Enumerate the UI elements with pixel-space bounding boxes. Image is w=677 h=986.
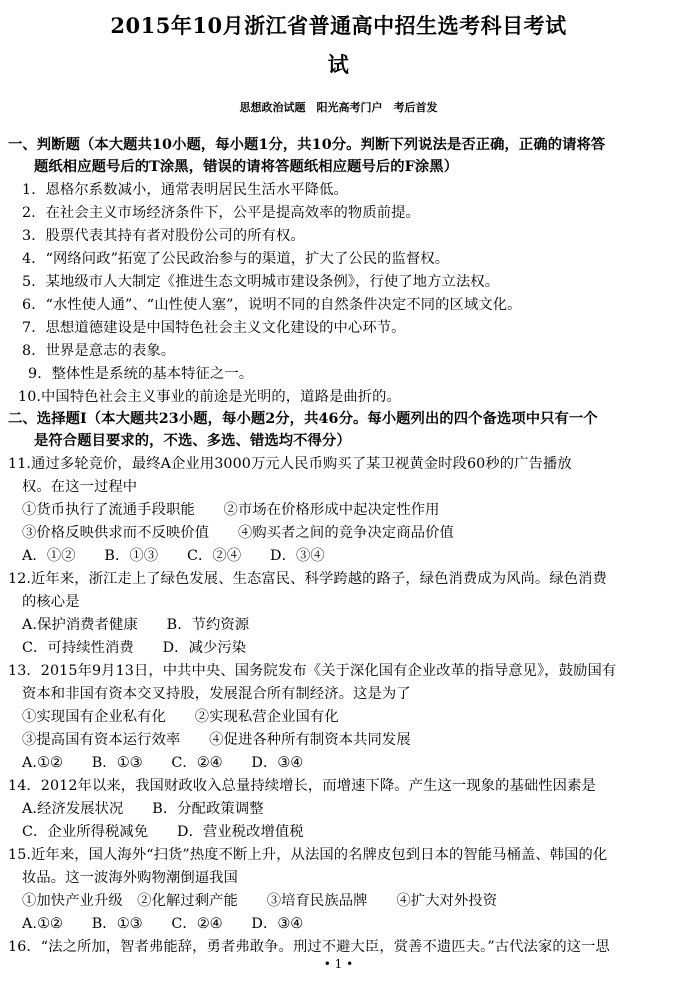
answer-choices: A.保护消费者健康 B．节约资源 — [22, 617, 250, 633]
question-line: 资本和非国有资本交叉持股，发展混合所有制经济。这是为了 — [22, 686, 411, 702]
section1-header-line2: 题纸相应题号后的T涂黑，错误的请将答题纸相应题号后的F涂黑） — [34, 159, 459, 175]
question-line: 妆品。这一波海外购物潮倒逼我国 — [22, 870, 238, 886]
answer-choices: A．①② B．①③ C．②④ D．③④ — [22, 548, 325, 564]
option-line: ①货币执行了流通手段职能 ②市场在价格形成中起决定性作用 — [22, 502, 440, 518]
list-item: 4．“网络问政”拓宽了公民政治参与的渠道，扩大了公民的监督权。 — [22, 251, 450, 267]
option-line: ①加快产业升级 ②化解过剩产能 ③培育民族品牌 ④扩大对外投资 — [22, 893, 498, 909]
question-line: 15.近年来，国人海外“扫货”热度不断上升，从法国的名牌皮包到日本的智能马桶盖、韩国的化 — [8, 847, 608, 863]
answer-choices: A.①② B．①③ C．②④ D．③④ — [22, 755, 304, 771]
list-item: 3．股票代表其持有者对股份公司的所有权。 — [22, 228, 305, 244]
answer-choices: A.①② B．①③ C．②④ D．③④ — [22, 916, 304, 932]
question-line: 13．2015年9月13日，中共中央、国务院发布《关于深化国有企业改革的指导意见》，鼓励国有 — [8, 663, 617, 679]
option-line: ①实现国有企业私有化 ②实现私营企业国有化 — [22, 709, 339, 725]
question-line: 权。在这一过程中 — [22, 479, 138, 495]
list-item: 6．“水性使人通”、“山性使人塞”，说明不同的自然条件决定不同的区域文化。 — [22, 297, 522, 313]
list-item: 5．某地级市人大制定《推进生态文明城市建设条例》，行使了地方立法权。 — [22, 274, 500, 290]
list-item: 8．世界是意志的表象。 — [22, 343, 176, 359]
question-line: 16．“法之所加，智者弗能辞，勇者弗敢争。刑过不避大臣，赏善不遗匹夫。”古代法家的这一思 — [8, 939, 610, 955]
list-item: 7．思想道德建设是中国特色社会主义文化建设的中心环节。 — [22, 320, 406, 336]
list-item: 2．在社会主义市场经济条件下，公平是提高效率的物质前提。 — [22, 205, 420, 221]
list-item: 9．整体性是系统的基本特征之一。 — [28, 366, 254, 382]
page-number: • 1 • — [323, 957, 354, 971]
option-line: ③提高国有资本运行效率 ④促进各种所有制资本共同发展 — [22, 732, 411, 748]
section2-header-line2: 是符合题目要求的，不选、多选、错选均不得分） — [34, 433, 351, 449]
page-title-line2: 试 — [327, 52, 350, 77]
section1-header-line1: 一、判断题（本大题共10小题，每小题1分，共10分。判断下列说法是否正确，正确的请将答 — [8, 137, 606, 153]
page-subtitle: 思想政治试题 阳光高考门户 考后首发 — [239, 101, 438, 114]
section2-header-line1: 二、选择题Ⅰ（本大题共23小题，每小题2分，共46分。每小题列出的四个备选项中只有一个 — [8, 411, 598, 427]
question-line: 11.通过多轮竞价，最终A企业用3000万元人民币购买了某卫视黄金时段60秒的广告播放 — [8, 456, 572, 472]
question-line: 14．2012年以来，我国财政收入总量持续增长，而增速下降。产生这一现象的基础性因素是 — [8, 778, 596, 794]
list-item: 10.中国特色社会主义事业的前途是光明的，道路是曲折的。 — [18, 389, 401, 405]
answer-choices: A.经济发展状况 B．分配政策调整 — [22, 801, 264, 817]
answer-choices: C．可持续性消费 D．减少污染 — [22, 640, 247, 656]
list-item: 1．恩格尔系数减小，通常表明居民生活水平降低。 — [22, 182, 348, 198]
question-line: 的核心是 — [22, 594, 80, 610]
page-title-line1: 2015年10月浙江省普通高中招生选考科目考试 — [110, 13, 567, 38]
answer-choices: C．企业所得税减免 D．营业税改增值税 — [22, 824, 304, 840]
option-line: ③价格反映供求而不反映价值 ④购买者之间的竞争决定商品价值 — [22, 525, 454, 541]
question-line: 12.近年来，浙江走上了绿色发展、生态富民、科学跨越的路子，绿色消费成为风尚。绿色消费 — [8, 571, 607, 587]
